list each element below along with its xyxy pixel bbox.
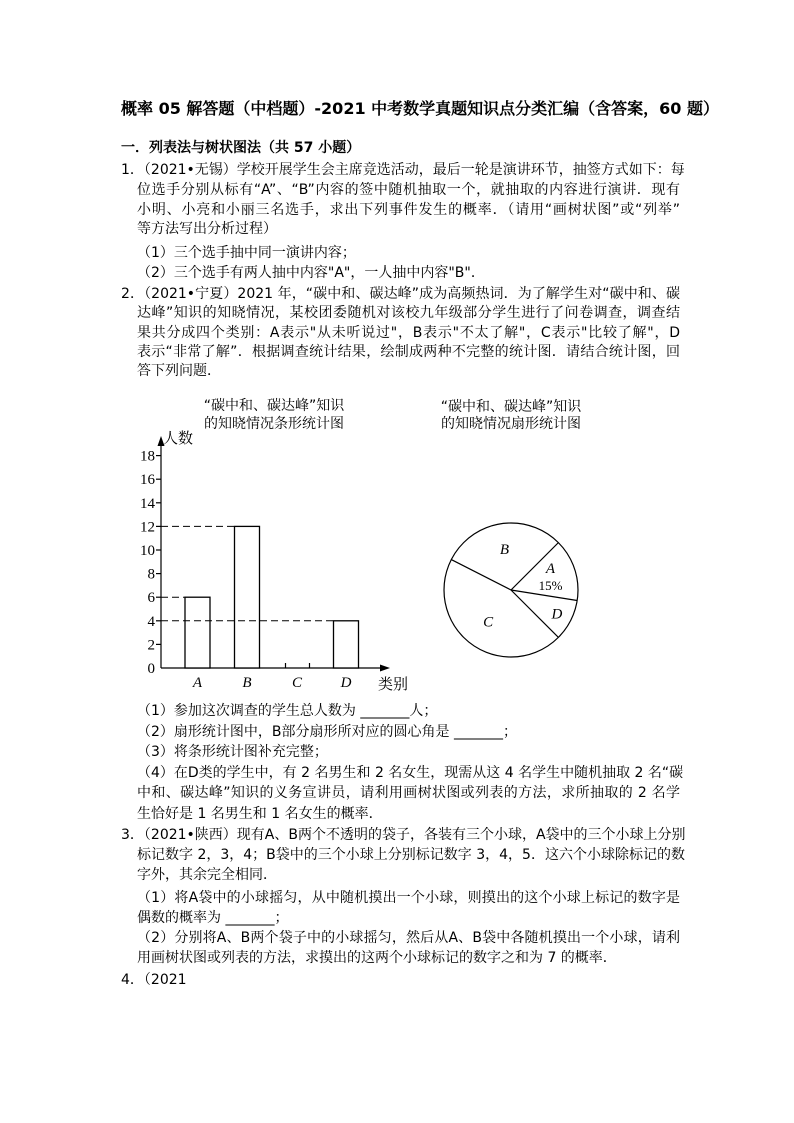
subquestion-text: （2）三个选手有两人抽中内容"A"，一人抽中内容"B"．: [137, 265, 485, 281]
x-axis-arrow-icon: [380, 665, 390, 672]
bar-chart: [140, 397, 408, 693]
problem-text-line: 字外，其余完全相同．: [137, 867, 277, 883]
pie-chart-title: “碳中和、碳达峰”知识: [440, 399, 582, 415]
subquestion-text: （4）在D类的学生中，有 2 名男生和 2 名女生，现需从这 4 名学生中随机抽取 2 名“碳: [137, 765, 684, 781]
problem-text-line: 3．（2021•陕西）现有A、B两个不透明的袋子，各装有三个小球，A袋中的三个小球上分别: [121, 827, 686, 843]
y-tick-label: 14: [140, 495, 155, 512]
problem-text-line: 果共分成四个类别：A表示"从未听说过"，B表示"不太了解"，C表示"比较了解"，D: [137, 325, 680, 341]
category-label: D: [340, 675, 352, 691]
subquestion-text: （1）参加这次调查的学生总人数为 _______人；: [137, 703, 438, 719]
bar-D: [334, 621, 359, 668]
y-tick-label: 12: [140, 519, 155, 536]
subquestion-text: 中和、碳达峰”知识的义务宣讲员，请利用画树状图或列表的方法，求所抽取的 2 名学: [137, 785, 680, 801]
subquestion-text: 用画树状图或列表的方法，求摸出的这两个小球标记的数字之和为 7 的概率．: [137, 950, 617, 966]
category-label: A: [192, 675, 203, 691]
pie-chart-title: 的知晓情况扇形统计图: [441, 416, 581, 432]
slice-percent: 15%: [538, 578, 563, 594]
y-tick-label: 10: [140, 543, 155, 559]
problem-text-line: 2．（2021•宁夏）2021 年，“碳中和、碳达峰”成为高频热词．为了解学生对“碳中和、碳: [121, 286, 680, 302]
y-tick-label: 6: [147, 590, 155, 607]
problem-text-line: 表示“非常了解”．根据调查统计结果，绘制成两种不完整的统计图．请结合统计图，回: [137, 344, 680, 360]
slice-label: D: [551, 606, 563, 623]
problem-text-line: 达峰”知识的知晓情况，某校团委随机对该校九年级部分学生进行了问卷调查，调查结: [137, 305, 680, 321]
problem-text-line: 等方法写出分析过程）: [137, 221, 277, 237]
y-tick-label: 4: [147, 613, 155, 630]
y-tick-label: 8: [147, 566, 155, 583]
subquestion-text: （2）分别将A、B两个袋子中的小球摇匀，然后从A、B袋中各随机摸出一个小球，请利: [137, 930, 680, 946]
subquestion-text: （1）三个选手抽中同一演讲内容；: [137, 245, 356, 261]
y-axis-label: 人数: [163, 429, 194, 447]
subquestion-text: （1）将A袋中的小球摇匀，从中随机摸出一个小球，则摸出的这个小球上标记的数字是: [137, 890, 680, 906]
problem-text-line: 位选手分别从标有“A”、“B”内容的签中随机抽取一个，就抽取的内容进行演讲．现有: [137, 182, 680, 198]
statistics-charts-figure: [0, 380, 794, 700]
document-title: 概率 05 解答题（中档题）-2021 中考数学真题知识点分类汇编（含答案，60 题）: [121, 99, 719, 118]
bar-B: [235, 526, 260, 668]
problem-text-line: 小明、小亮和小丽三名选手，求出下列事件发生的概率．（请用“画树状图”或“列举”: [137, 202, 680, 218]
slice-label: A: [545, 561, 556, 578]
y-tick-label: 0: [147, 661, 155, 677]
bar-chart-title: 的知晓情况条形统计图: [204, 416, 344, 432]
category-label: C: [291, 675, 303, 691]
problem-text-line: 4．（2021: [121, 972, 187, 988]
pie-chart: [441, 398, 583, 657]
subquestion-text: （2）扇形统计图中，B部分扇形所对应的圆心角是 _______；: [137, 724, 517, 740]
problem-text-line: 1．（2021•无锡）学校开展学生会主席竞选活动，最后一轮是演讲环节，抽签方式如下：每: [121, 162, 685, 178]
problem-text-line: 标记数字 2，3，4；B袋中的三个小球上分别标记数字 3，4，5．这六个小球除标记的数: [137, 847, 685, 863]
category-label: B: [242, 675, 252, 691]
x-axis-label: 类别: [378, 675, 409, 693]
bar-A: [185, 597, 210, 668]
slice-label: C: [483, 614, 494, 631]
subquestion-text: 偶数的概率为 _______；: [137, 910, 289, 926]
y-tick-label: 18: [140, 448, 155, 465]
y-tick-label: 16: [140, 472, 155, 489]
slice-label: B: [499, 541, 510, 558]
bar-chart-title: “碳中和、碳达峰”知识: [203, 398, 345, 414]
problem-text-line: 答下列问题．: [137, 363, 221, 379]
subquestion-text: 生恰好是 1 名男生和 1 名女生的概率．: [137, 806, 383, 822]
subquestion-text: （3）将条形统计图补充完整；: [137, 744, 328, 760]
y-tick-label: 2: [147, 637, 155, 654]
section-heading: 一．列表法与树状图法（共 57 小题）: [121, 140, 361, 156]
